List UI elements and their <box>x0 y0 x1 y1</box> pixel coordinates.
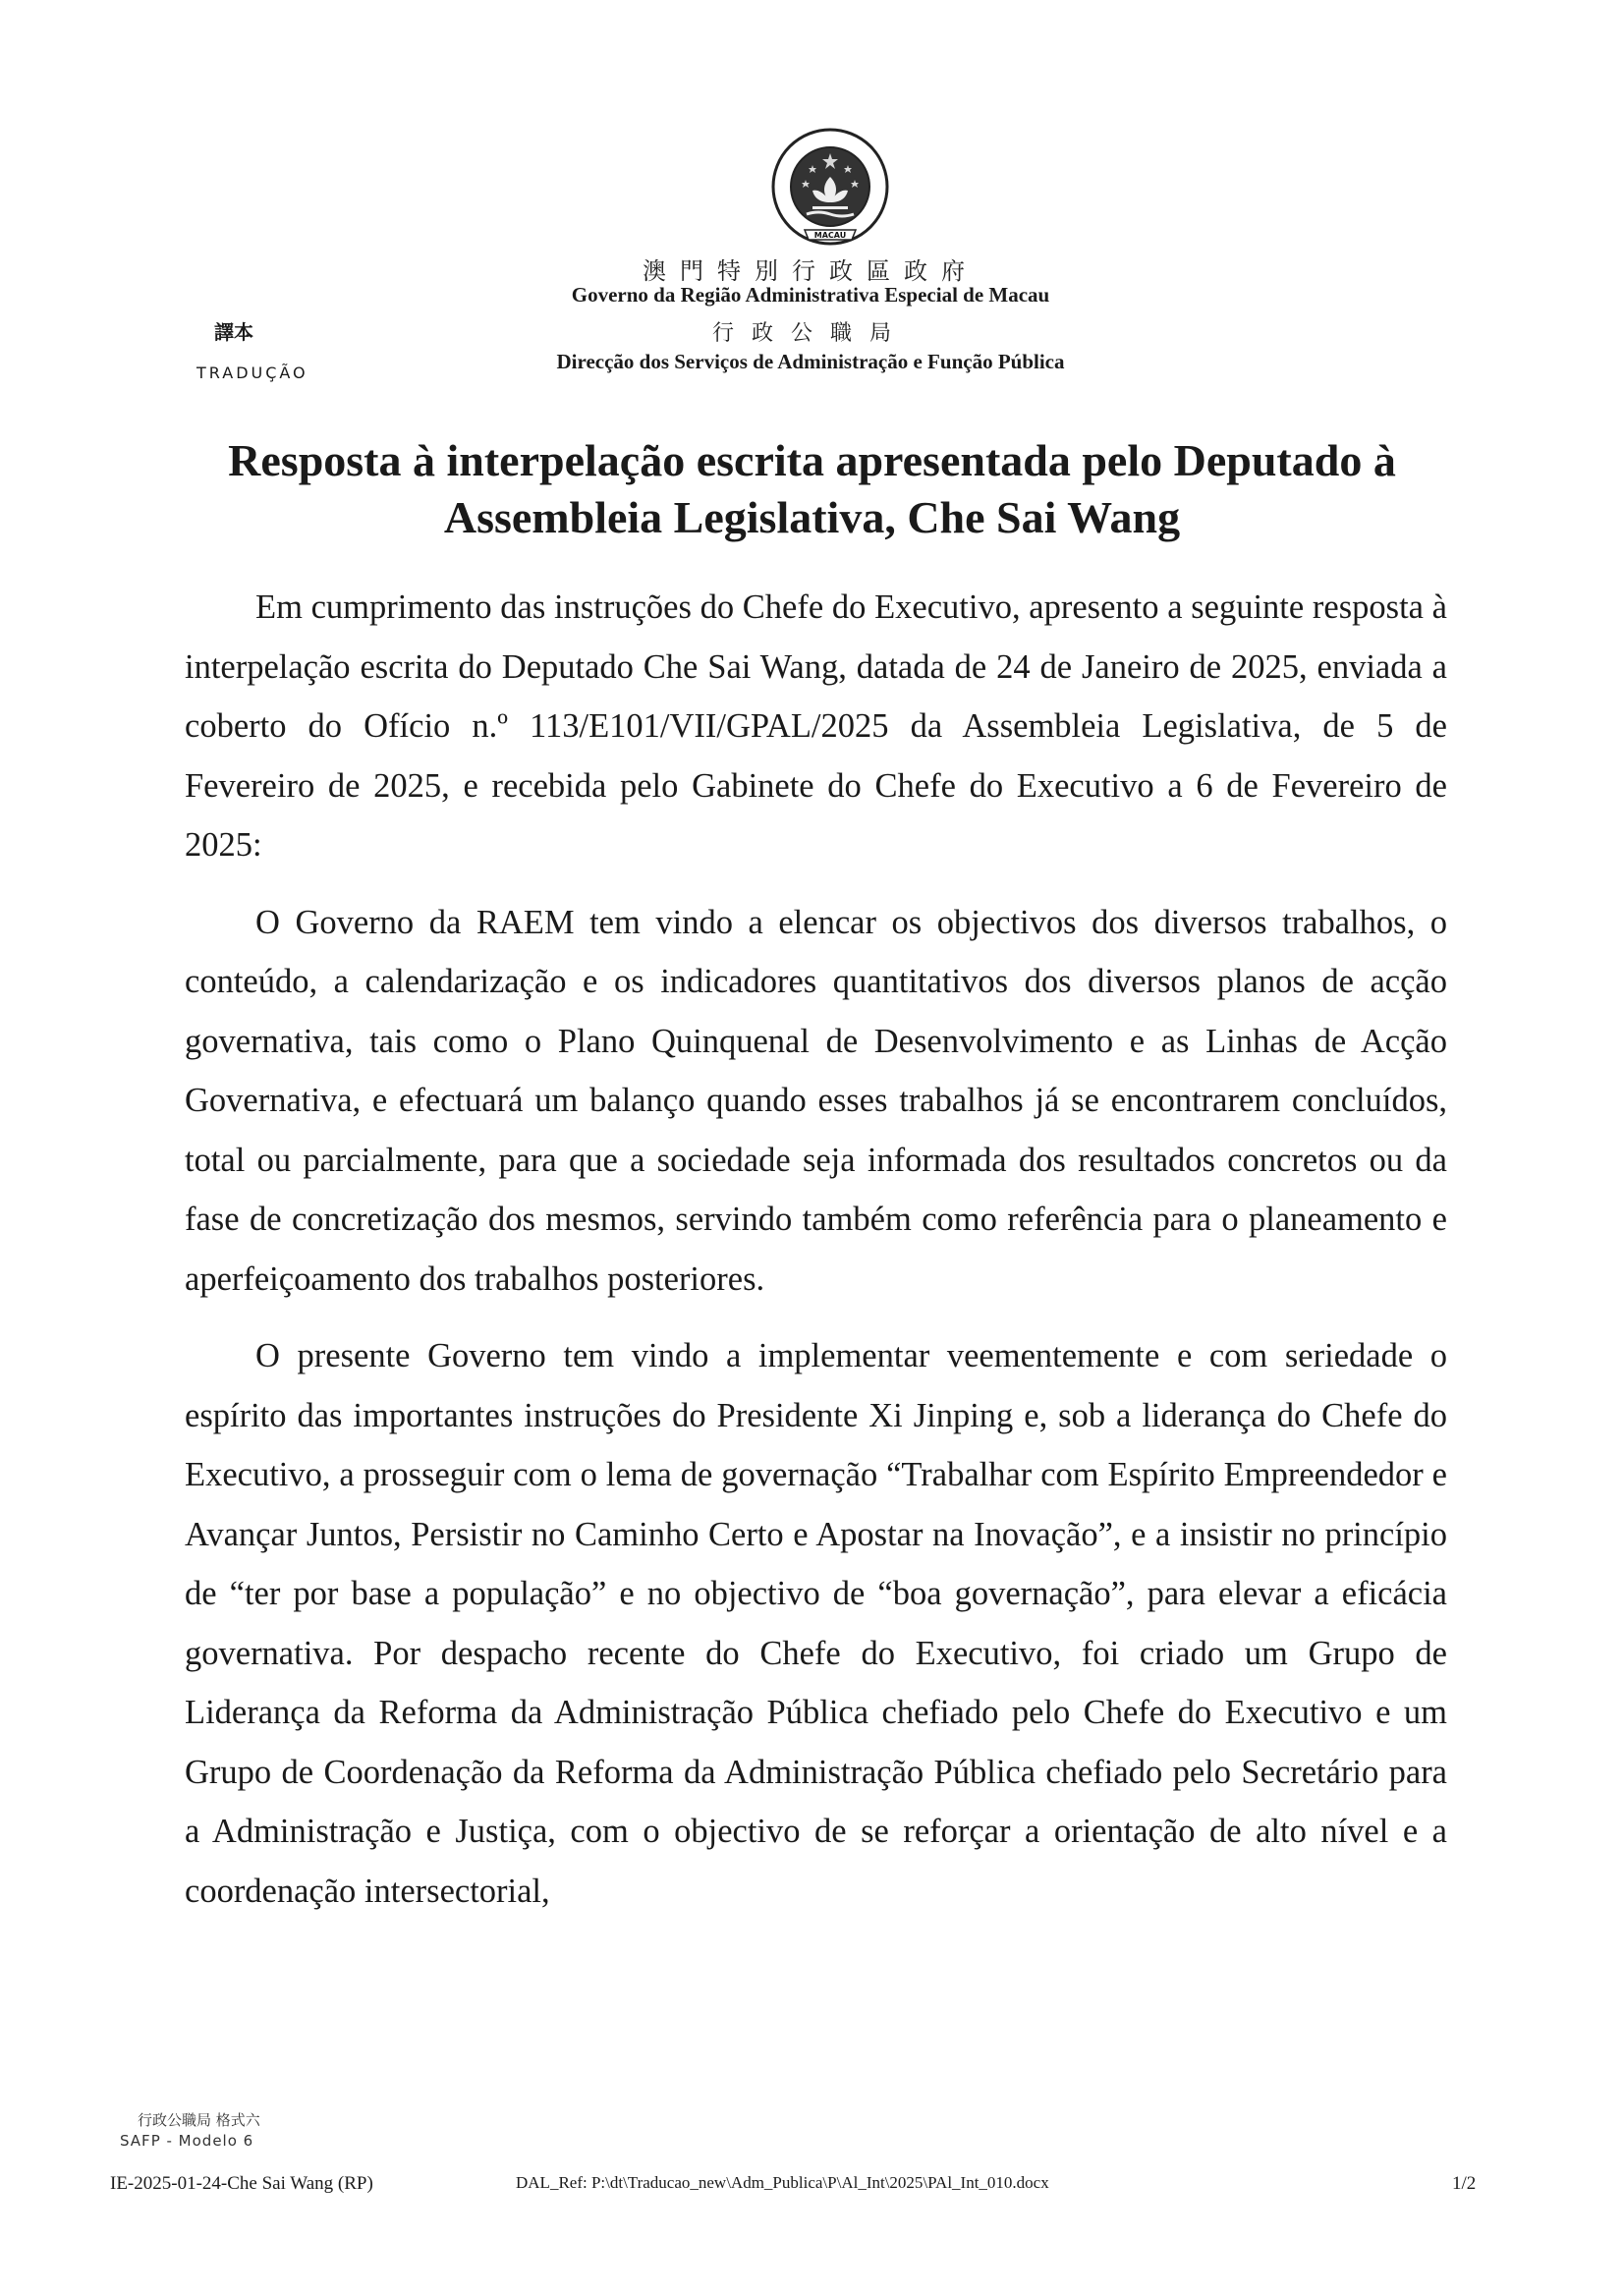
document-reference: IE-2025-01-24-Che Sai Wang (RP) <box>110 2173 373 2194</box>
document-title: Resposta à interpelação escrita apresentada pelo Deputado à Assembleia Legislativa, Che Sai Wang <box>228 435 1396 542</box>
file-path: DAL_Ref: P:\dt\Traducao_new\Adm_Publica\P\Al_Int\2025\PAl_Int_010.docx <box>516 2173 1049 2192</box>
page-number: 1/2 <box>1452 2173 1477 2194</box>
body-paragraph: O Governo da RAEM tem vindo a elencar os objectivos dos diversos trabalhos, o conteúdo, a calendarização e os indicadores quantitativos dos diversos planos de acção governativa, tais como o Plano Quinquenal de Desenvolvimento e as Linhas de Acção Governativa, e efectuará um balanço quando esses trabalhos já se encontrarem concluídos, total ou parcialmente, para que a sociedade seja informada dos resultados concretos ou da fase de concretização dos mesmos, servindo também como referência para o planeamento e aperfeiçoamento dos trabalhos posteriores. <box>185 903 1447 1298</box>
macau-emblem-icon <box>769 126 891 248</box>
body-paragraph: Em cumprimento das instruções do Chefe do Executivo, apresento a seguinte resposta à interpelação escrita do Deputado Che Sai Wang, datada de 24 de Janeiro de 2025, enviada a coberto do Ofício n.º 113/E101/VII/GPAL/2025 da Assembleia Legislativa, de 5 de Fevereiro de 2025, e recebida pelo Gabinete do Chefe do Executivo a 6 de Fevereiro de 2025: <box>185 588 1447 864</box>
translation-stamp-portuguese: TRADUÇÃO <box>196 364 308 382</box>
department-name-portuguese: Direcção dos Serviços de Administração e Função Pública <box>556 350 1065 373</box>
translation-stamp-chinese: 譯本 <box>214 320 253 344</box>
government-name-portuguese: Governo da Região Administrativa Especial de Macau <box>571 283 1050 307</box>
form-code-chinese: 行政公職局 格式六 <box>138 2111 260 2129</box>
government-name-chinese: 澳門特別行政區政府 <box>643 257 979 285</box>
emblem-label: MACAU <box>813 231 847 240</box>
body-paragraph: O presente Governo tem vindo a implementar veementemente e com seriedade o espírito das importantes instruções do Presidente Xi Jinping e, sob a liderança do Chefe do Executivo, a prosseguir com o lema de governação “Trabalhar com Espírito Empreendedor e Avançar Juntos, Persistir no Caminho Certo e Apostar na Inovação”, e a insistir no princípio de “ter por base a população” e no objectivo de “boa governação”, para elevar a eficácia governativa. Por despacho recente do Chefe do Executivo, foi criado um Grupo de Liderança da Reforma da Administração Pública chefiado pelo Chefe do Executivo e um Grupo de Coordenação da Reforma da Administração Pública chefiado pelo Secretário para a Administração e Justiça, com o objectivo de se reforçar a orientação de alto nível e a coordenação intersectorial, <box>185 1337 1447 1910</box>
form-code-portuguese: SAFP - Modelo 6 <box>120 2132 254 2150</box>
department-name-chinese: 行政公職局 <box>711 321 909 346</box>
document-body <box>185 578 1447 1938</box>
